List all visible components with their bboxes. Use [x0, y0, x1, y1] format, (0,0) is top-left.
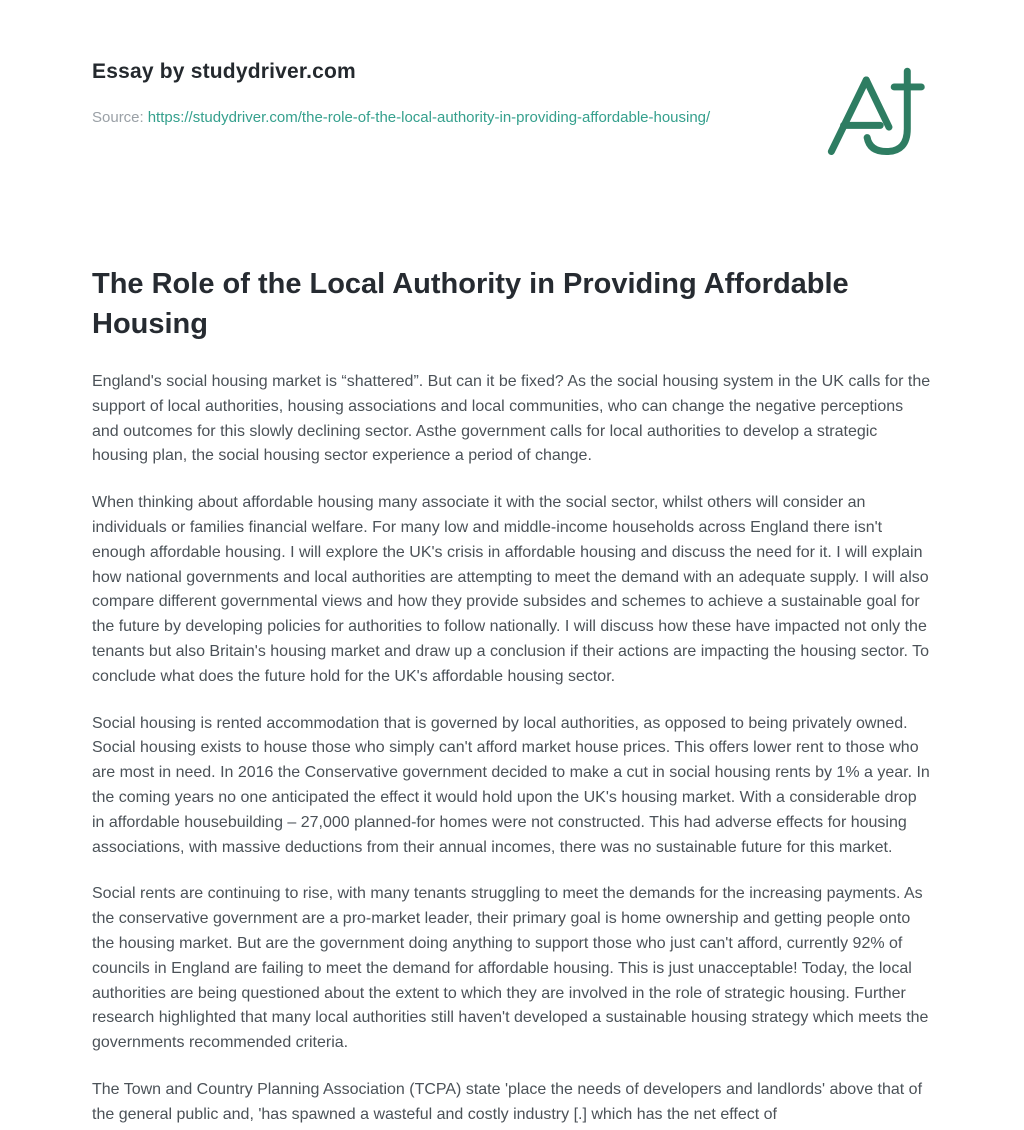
- essay-byline: Essay by studydriver.com: [92, 60, 356, 83]
- source-link[interactable]: https://studydriver.com/the-role-of-the-local-authority-in-providing-affordable-housing/: [147, 109, 711, 126]
- studydriver-logo-icon: [820, 66, 930, 162]
- page-header: [92, 60, 932, 162]
- source-line: [92, 106, 710, 129]
- essay-paragraph-5: The Town and Country Planning Association (TCPA) state 'place the needs of developers and landlords' above that of the general public and, 'has spawned a wasteful and costly industry [.] which has the net effect of: [92, 1080, 923, 1123]
- source-label: Source:: [92, 109, 144, 126]
- essay-content: [92, 264, 932, 1128]
- essay-title: The Role of the Local Authority in Providing Affordable Housing: [92, 268, 849, 341]
- essay-paragraph-2: When thinking about affordable housing many associate it with the social sector, whilst others will consider an individuals or families financial welfare. For many low and middle-income households across England there isn't enough affordable housing. I will explore the UK's crisis in affordable housing and discuss the need for it. I will explain how national governments and local authorities are attempting to meet the demand with an adequate supply. I will also compare different governmental views and how they provide subsides and schemes to achieve a sustainable goal for the future by developing policies for authorities to follow nationally. I will discuss how these have impacted not only the tenants but also Britain's housing market and draw up a conclusion if their actions are impacting the housing sector. To conclude what does the future hold for the UK's affordable housing sector.: [92, 494, 930, 685]
- essay-paragraph-4: Social rents are continuing to rise, with many tenants struggling to meet the demands for the increasing payments. As the conservative government are a pro-market leader, their primary goal is home ownership and getting people onto the housing market. But are the government doing anything to support those who just can't afford, currently 92% of councils in England are failing to meet the demand for affordable housing. This is just unacceptable! Today, the local authorities are being questioned about the extent to which they are involved in the role of strategic housing. Further research highlighted that many local authorities still haven't developed a sustainable housing strategy which meets the governments recommended criteria.: [92, 885, 929, 1052]
- essay-paragraph-3: Social housing is rented accommodation that is governed by local authorities, as opposed to being privately owned. Social housing exists to house those who simply can't afford market house prices. This offers lower rent to those who are most in need. In 2016 the Conservative government decided to make a cut in social housing rents by 1% a year. In the coming years no one anticipated the effect it would hold upon the UK's housing market. With a considerable drop in affordable housebuilding – 27,000 planned-for homes were not constructed. This had adverse effects for housing associations, with massive deductions from their annual incomes, there was no sustainable future for this market.: [92, 714, 930, 856]
- essay-body: [92, 370, 932, 1128]
- essay-paragraph-1: England's social housing market is “shattered”. But can it be fixed? As the social housing system in the UK calls for the support of local authorities, housing associations and local communities, who can change the negative perceptions and outcomes for this slowly declining sector. Asthe government calls for local authorities to develop a strategic housing plan, the social housing sector experience a period of change.: [92, 373, 931, 465]
